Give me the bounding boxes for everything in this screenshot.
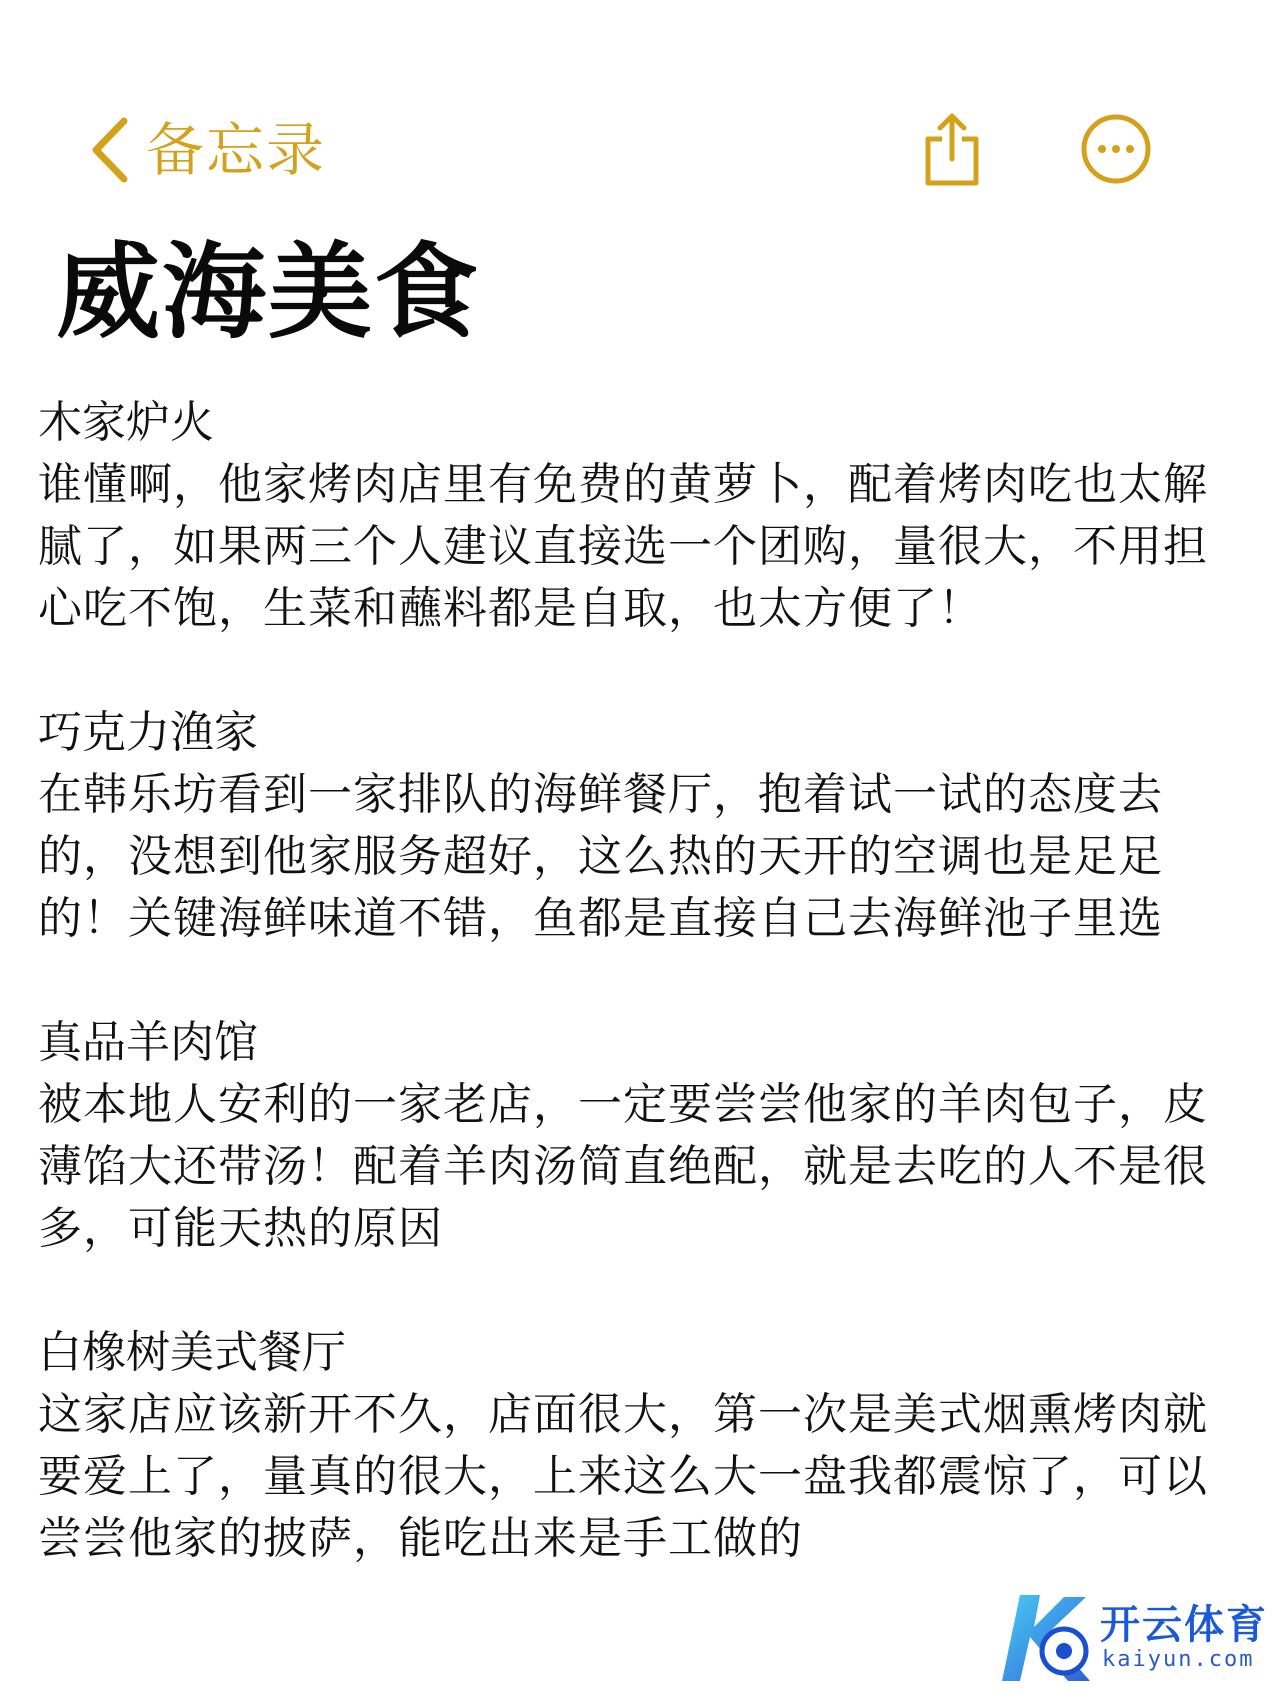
watermark-title: 开云体育	[1100, 1602, 1268, 1648]
more-options-button[interactable]	[1080, 113, 1152, 185]
note-section-chocolate-fisher	[38, 702, 1248, 950]
note-section-white-oak	[38, 1322, 1248, 1570]
note-section-mujia	[38, 392, 1248, 640]
back-button-label: 备忘录	[146, 116, 327, 184]
section-heading: 巧克力渔家	[38, 707, 258, 758]
section-text: 被本地人安利的一家老店，一定要尝尝他家的羊肉包子，皮薄馅大还带汤！配着羊肉汤简直绝配，就是去吃的人不是很多，可能天热的原因	[38, 1079, 1208, 1254]
note-section-zhenpin-lamb	[38, 1012, 1248, 1260]
section-text: 谁懂啊，他家烤肉店里有免费的黄萝卜，配着烤肉吃也太解腻了，如果两三个人建议直接选一个团购，量很大，不用担心吃不饱，生菜和蘸料都是自取，也太方便了！	[38, 459, 1208, 634]
note-body[interactable]	[38, 392, 1248, 1632]
watermark	[990, 1585, 1268, 1695]
section-text: 在韩乐坊看到一家排队的海鲜餐厅，抱着试一试的态度去的，没想到他家服务超好，这么热的天开的空调也是足足的！关键海鲜味道不错，鱼都是直接自己去海鲜池子里选	[38, 769, 1163, 944]
note-title: 威海美食	[56, 231, 481, 353]
section-text: 这家店应该新开不久，店面很大，第一次是美式烟熏烤肉就要爱上了，量真的很大，上来这么大一盘我都震惊了，可以尝尝他家的披萨，能吃出来是手工做的	[38, 1389, 1208, 1564]
ellipsis-circle-icon	[1080, 113, 1152, 185]
kaiyun-logo-icon	[990, 1585, 1102, 1695]
chevron-left-icon	[88, 115, 132, 185]
section-heading: 木家炉火	[38, 397, 214, 448]
watermark-url: kaiyun.com	[1102, 1647, 1255, 1672]
navigation-bar	[0, 95, 1280, 205]
share-icon	[922, 109, 982, 189]
back-button[interactable]	[88, 113, 326, 187]
section-heading: 白橡树美式餐厅	[38, 1327, 346, 1378]
section-heading: 真品羊肉馆	[38, 1017, 258, 1068]
share-button[interactable]	[922, 109, 982, 189]
